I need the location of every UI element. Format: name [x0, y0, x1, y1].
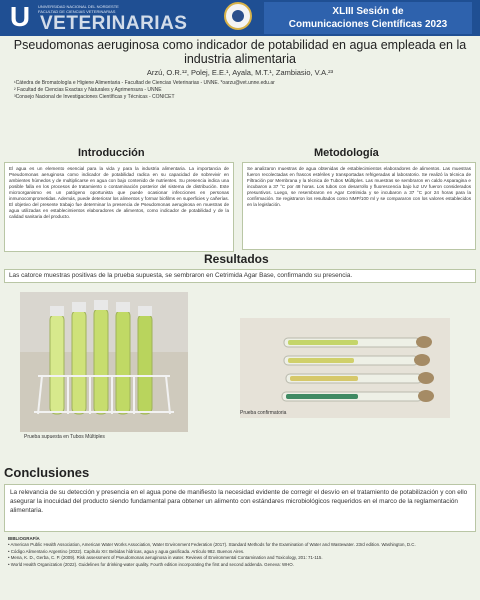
caption-left: Prueba supuesta en Tubos Múltiples	[24, 434, 105, 440]
authors: Arzú, O.R.¹², Polej, E.E.¹, Ayala, M.T.¹, Zambiasio, V.A.²³	[146, 68, 334, 77]
intro-box: El agua es un elemento esencial para la vida y para la industria alimentaria. La importancia de Pseudomonas aeruginosa como indicador de potabilidad radica en su capacidad de sobrevivir en ambientes húmedos y de multiplicarse en agua con bajo contenido de nutrientes. Su presencia indica una posible falla en los procesos de tratamiento o contaminación posterior del sistema de distribución. Este microorganismo es un patógeno oportunista que puede ocasionar infecciones en personas inmunocomprometidas. Además, puede deteriorar los alimentos y formar biofilms en superficies y cañerías. El objetivo del presente trabajo fue determinar la presencia de Pseudomonas aeruginosa en muestras de agua utilizadas en establecimientos elaboradores de alimentos, como indicador de potabilidad y de la calidad sanitaria del producto.	[4, 162, 234, 252]
bibliography-item: • Mena, K. D., Gerba, C. P. (2009). Risk assessment of Pseudomonas aeruginosa in water. Reviews of Environmental Contamination and Toxicology, 201: 71-115.	[8, 555, 323, 561]
intro-heading: Introducción	[78, 147, 145, 159]
faculty-banner-text: VETERINARIAS	[40, 13, 188, 34]
university-logo: U	[9, 1, 31, 32]
affiliation-line: ³Consejo Nacional de Investigaciones Científicas y Técnicas - CONICET	[14, 94, 175, 100]
event-line-1: XLIII Sesión de	[332, 6, 404, 17]
bibliography-heading: BIBLIOGRAFÍA	[8, 536, 40, 541]
affiliation-line: ² Facultad de Ciencias Exactas y Naturales y Agrimensura - UNNE	[14, 87, 162, 93]
agar-tubes-image	[240, 318, 450, 418]
header-banner	[0, 0, 480, 36]
results-box: Las catorce muestras positivas de la prueba supuesta, se sembraron en Cetrimida Agar Base, confirmando su presencia.	[4, 269, 476, 283]
university-line: UNIVERSIDAD NACIONAL DEL NORDESTE	[38, 4, 119, 9]
affiliation-line: ¹Cátedra de Bromatología e Higiene Alimentaria - Facultad de Ciencias Veterinarias - UNNE. *oarzu@vet.unne.edu.ar	[14, 80, 275, 86]
poster-title: Pseudomonas aeruginosa como indicador de potabilidad en agua empleada en la industria alimentaria	[13, 38, 467, 66]
agar-tubes-photo	[240, 318, 450, 418]
seal-center	[232, 10, 244, 22]
faculty-seal-icon	[224, 2, 252, 30]
affiliations	[14, 80, 470, 101]
bibliography	[8, 536, 474, 598]
results-heading: Resultados	[204, 252, 269, 266]
tubes-rack-image	[20, 292, 188, 432]
caption-right: Prueba confirmatoria	[240, 410, 287, 416]
event-line-2: Comunicaciones Científicas 2023	[288, 19, 448, 30]
bibliography-item: • Código Alimentario Argentino (2022). Capítulo XII: Bebidas hídricas, agua y agua gasificada. Artículo 982. Buenos Aires.	[8, 548, 245, 554]
bibliography-item: • American Public Health Association, American Water Works Association, Water Environment Federation (2017). Standard Methods for the Examination of Water and Wastewater. 23rd edition. Washington, D.C.	[8, 542, 416, 548]
conclusions-heading: Conclusiones	[4, 465, 90, 480]
bibliography-item: • World Health Organization (2022). Guidelines for drinking-water quality. Fourth edition incorporating the first and second addenda. Geneva: WHO.	[8, 561, 294, 567]
university-line: FACULTAD DE CIENCIAS VETERINARIAS	[38, 9, 116, 14]
conclusions-box: La relevancia de su detección y presencia en el agua pone de manifiesto la necesidad evidente de corregir el desvío en el tratamiento de potabilización y con ello asegurar la inocuidad del producto siendo fundamental para obtener un alimento con estándares microbiológicos requeridos en el marco de la reglamentación alimentaria.	[4, 484, 476, 532]
event-box	[264, 2, 472, 34]
tubes-rack-photo	[20, 292, 188, 432]
method-box: Se analizaron muestras de agua obtenidas de establecimientos elaboradores de alimentos. Las muestras fueron recolectadas en frascos estériles y transportadas refrigeradas al laboratorio. Se realizó la técnica de Filtración por Membrana y la técnica de Tubos Múltiples. Las muestras se sembraron en caldo Asparagina e incubaron a 37 °C por 48 horas. Los tubos con desarrollo y fluorescencia bajo luz UV fueron considerados presuntivos. Luego, se resembraron en Agar Cetrimida y se incubaron a 37 °C por 24 horas para la confirmación. Se registraron los resultados como NMP/100 ml y se compararon con los valores establecidos en la legislación.	[242, 162, 476, 250]
method-heading: Metodología	[314, 147, 379, 159]
